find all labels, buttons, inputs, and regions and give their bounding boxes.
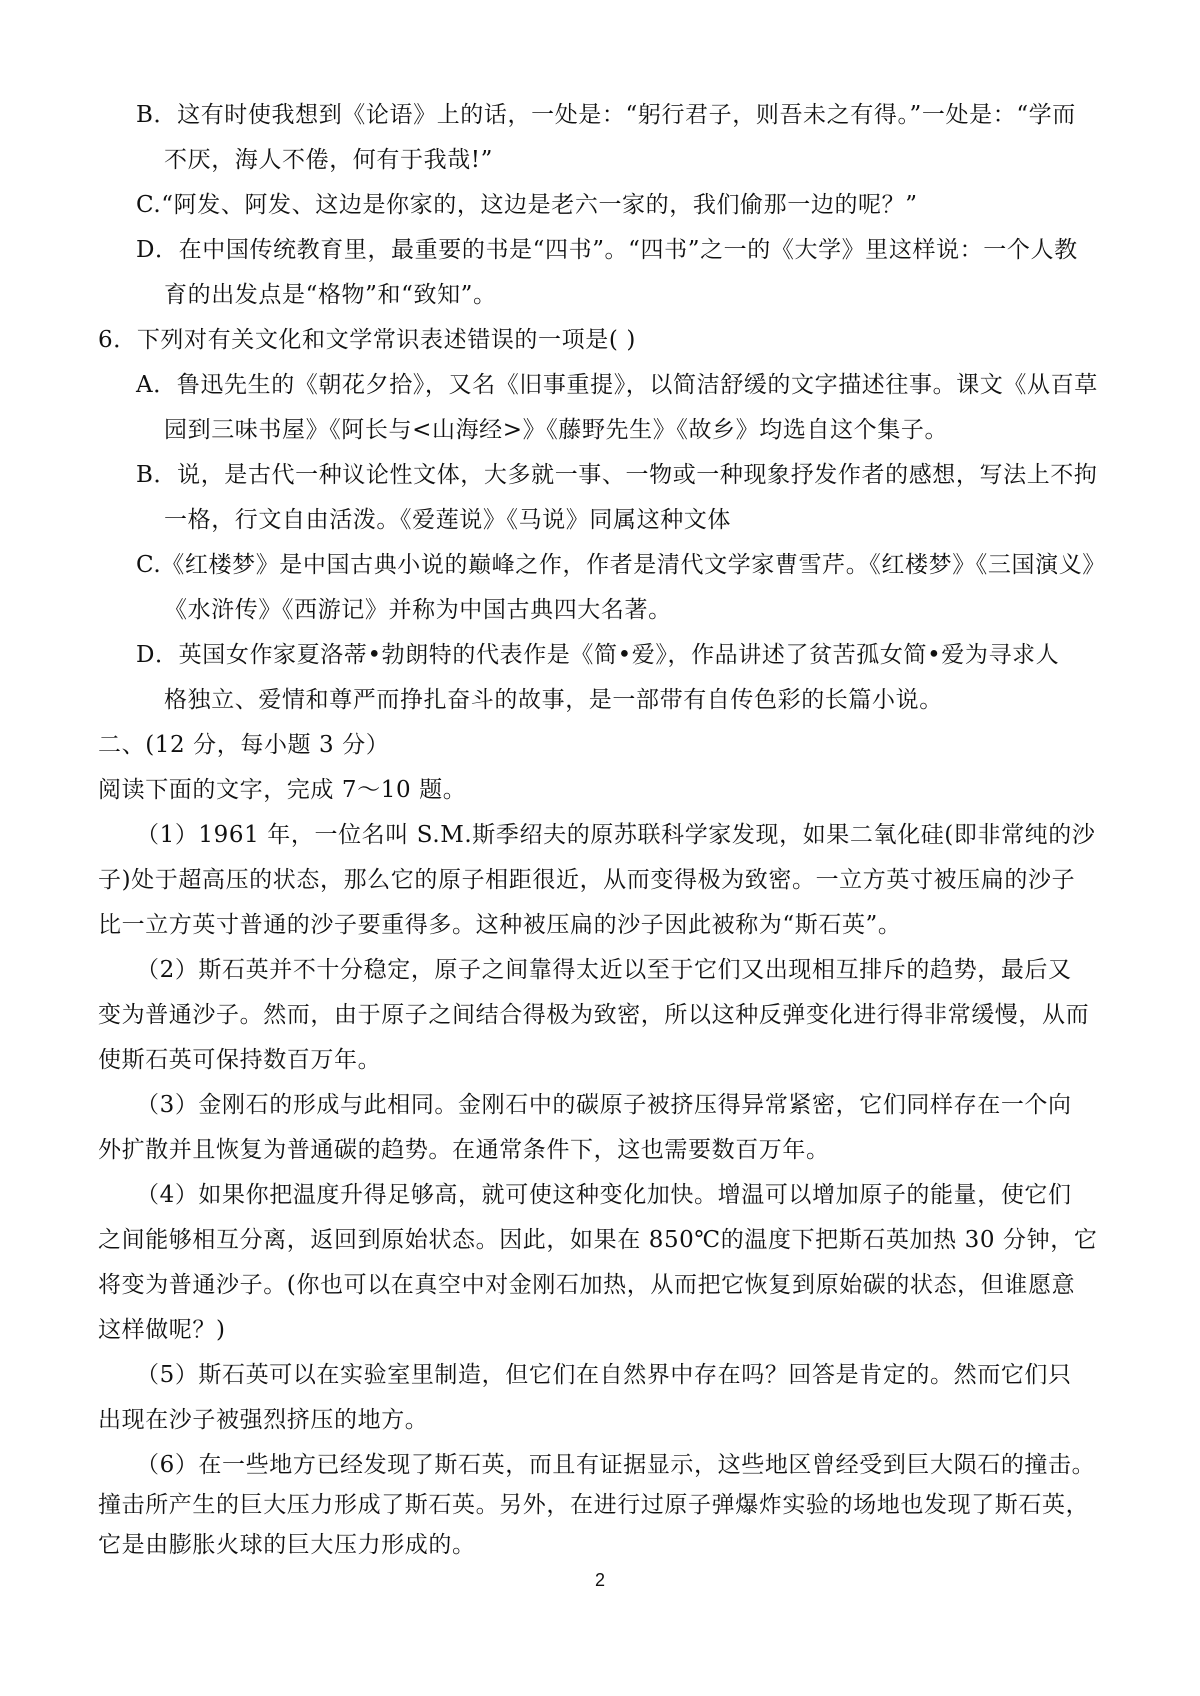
passage-p6-line2: 撞击所产生的巨大压力形成了斯石英。另外，在进行过原子弹爆炸实验的场地也发现了斯石英， xyxy=(98,1492,1090,1518)
passage-p1-line3: 比一立方英寸普通的沙子要重得多。这种被压扁的沙子因此被称为“斯石英”。 xyxy=(98,912,902,938)
q5-option-d-line1: D．在中国传统教育里，最重要的书是“四书”。“四书”之一的《大学》里这样说：一个人教 xyxy=(136,237,1078,263)
passage-p2-line2: 变为普通沙子。然而，由于原子之间结合得极为致密，所以这种反弹变化进行得非常缓慢，从而 xyxy=(98,1002,1090,1028)
passage-p1-line2: 子)处于超高压的状态，那么它的原子相距很近，从而变得极为致密。一立方英寸被压扁的沙子 xyxy=(98,867,1076,893)
q6-option-b-line2: 一格，行文自由活泼。《爱莲说》《马说》同属这种文体 xyxy=(164,507,731,533)
passage-p1-line1: （1）1961 年，一位名叫 S.M.斯季绍夫的原苏联科学家发现，如果二氧化硅(即非常纯的沙 xyxy=(136,822,1096,848)
q5-option-c: C.“阿发、阿发、这边是你家的，这边是老六一家的，我们偷那一边的呢？” xyxy=(136,192,918,218)
section2-heading: 二、(12 分，每小题 3 分） xyxy=(98,732,390,758)
passage-p6-line3: 它是由膨胀火球的巨大压力形成的。 xyxy=(98,1532,476,1558)
q5-option-d-line2: 育的出发点是“格物”和“致知”。 xyxy=(164,282,497,308)
q6-stem: 6．下列对有关文化和文学常识表述错误的一项是( ) xyxy=(98,327,636,353)
q6-option-c-line2: 《水浒传》《西游记》并称为中国古典四大名著。 xyxy=(164,597,672,623)
passage-p4-line1: （4）如果你把温度升得足够高，就可使这种变化加快。增温可以增加原子的能量，使它们 xyxy=(136,1182,1072,1208)
passage-p4-line2: 之间能够相互分离，返回到原始状态。因此，如果在 850℃的温度下把斯石英加热 30 分钟，它 xyxy=(98,1227,1098,1253)
passage-p4-line4: 这样做呢？) xyxy=(98,1317,226,1343)
section2-instruction: 阅读下面的文字，完成 7～10 题。 xyxy=(98,777,467,803)
passage-p3-line2: 外扩散并且恢复为普通碳的趋势。在通常条件下，这也需要数百万年。 xyxy=(98,1137,830,1163)
q5-option-b-line1: B．这有时使我想到《论语》上的话，一处是：“躬行君子，则吾未之有得。”一处是：“学而 xyxy=(136,102,1076,128)
passage-p2-line3: 使斯石英可保持数百万年。 xyxy=(98,1047,382,1073)
q6-option-d-line1: D．英国女作家夏洛蒂•勃朗特的代表作是《简•爱》，作品讲述了贫苦孤女简•爱为寻求人 xyxy=(136,642,1060,668)
passage-p5-line2: 出现在沙子被强烈挤压的地方。 xyxy=(98,1407,429,1433)
q5-option-b-line2: 不厌，海人不倦，何有于我哉!” xyxy=(164,147,494,173)
q6-option-c-line1: C.《红楼梦》是中国古典小说的巅峰之作，作者是清代文学家曹雪芹。《红楼梦》《三国演义》 xyxy=(136,552,1106,578)
q6-option-a-line1: A．鲁迅先生的《朝花夕拾》，又名《旧事重提》，以简洁舒缓的文字描述往事。课文《从百草 xyxy=(136,372,1098,398)
passage-p3-line1: （3）金刚石的形成与此相同。金刚石中的碳原子被挤压得异常紧密，它们同样存在一个向 xyxy=(136,1092,1072,1118)
passage-p2-line1: （2）斯石英并不十分稳定，原子之间靠得太近以至于它们又出现相互排斥的趋势，最后又 xyxy=(136,957,1072,983)
q6-option-d-line2: 格独立、爱情和尊严而挣扎奋斗的故事，是一部带有自传色彩的长篇小说。 xyxy=(164,687,943,713)
passage-p6-line1: （6）在一些地方已经发现了斯石英，而且有证据显示，这些地区曾经受到巨大陨石的撞击。 xyxy=(136,1452,1096,1478)
passage-p4-line3: 将变为普通沙子。(你也可以在真空中对金刚石加热，从而把它恢复到原始碳的状态，但谁愿意 xyxy=(98,1272,1076,1298)
page-number: 2 xyxy=(594,1570,605,1590)
passage-p5-line1: （5）斯石英可以在实验室里制造，但它们在自然界中存在吗？回答是肯定的。然而它们只 xyxy=(136,1362,1072,1388)
q6-option-b-line1: B．说，是古代一种议论性文体，大多就一事、一物或一种现象抒发作者的感想，写法上不拘 xyxy=(136,462,1098,488)
q6-option-a-line2: 园到三味书屋》《阿长与<山海经>》《藤野先生》《故乡》均选自这个集子。 xyxy=(164,417,949,443)
